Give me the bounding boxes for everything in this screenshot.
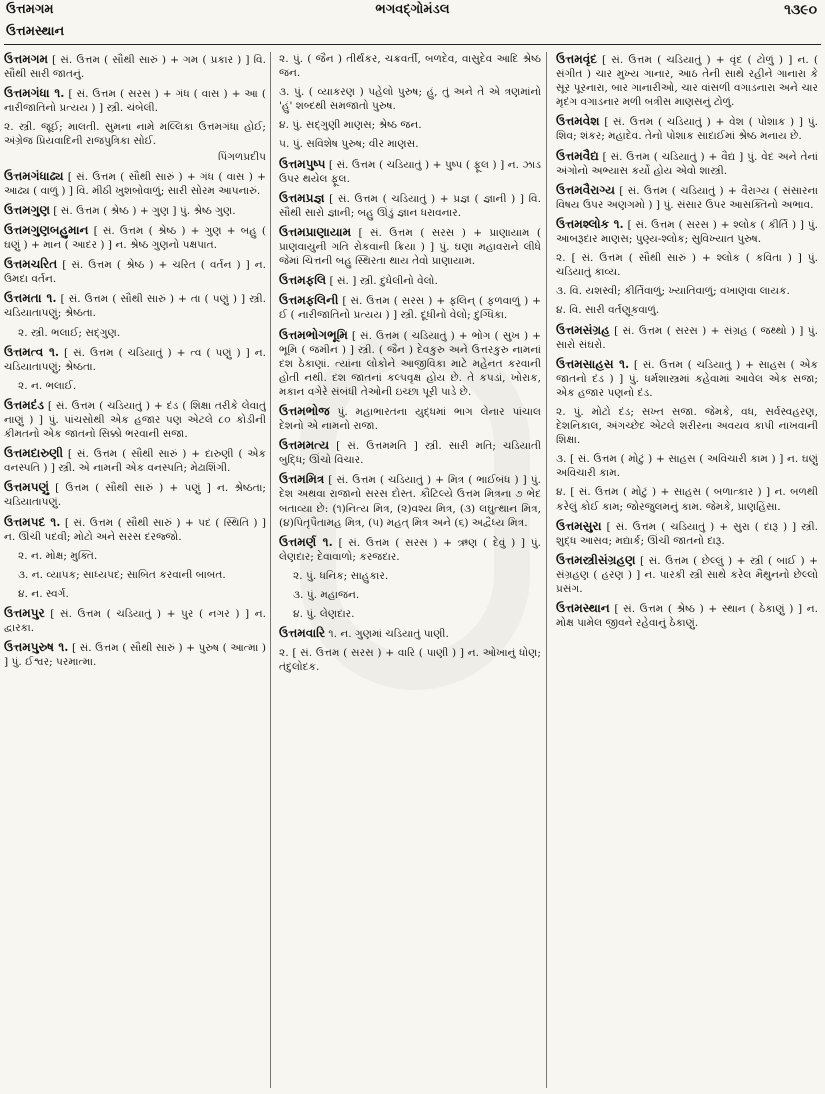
entry-definition: ૪. [ સં. ઉત્તમ ( મોટું ) + સાહસ ( બળાત્કાર ) ] ન. બળથી કરેલું કોઈ કામ; જોરજુલમનું કામ. જેમકે, પ્રાણહિંસા. bbox=[556, 486, 818, 513]
dictionary-entry bbox=[4, 587, 266, 601]
dictionary-entry bbox=[4, 203, 266, 218]
headword: ઉત્તમગુણબહુમાન bbox=[4, 222, 89, 237]
dictionary-entry bbox=[556, 183, 818, 212]
column-2 bbox=[279, 52, 541, 1088]
headword: ઉત્તમગંધા ૧. bbox=[4, 86, 65, 101]
entry-definition: [ સં. ઉત્તમ ( ચડિયાતું ) + વૃંદ ( ટોળું ) ] ન. ( સંગીત ) ચાર મુખ્ય ગાનાર, આઠ તેની સાથે રહીને ગાનારા કે સૂર પૂરનારા, બાર ગાનારીઓ, ચાર વાંસળી વગાડનારા અને ચાર મૃદંગ વગાડનાર મળી બત્રીસ માણસનું ટોળું. bbox=[556, 54, 818, 109]
entry-definition: [ ઉત્તમ ( સૌથી સારું ) + પણું ] ન. શ્રેષ્ઠતા; ચડિયાતાપણું. bbox=[4, 482, 266, 509]
entry-definition: [ સં. ઉત્તમ ( સૌથી સારું ) + પદ ( સ્થિતિ ) ] ન. ઊંચી પદવી; મોટો અને સરસ દરજ્જો. bbox=[4, 516, 266, 543]
headword: ઉત્તમપુર bbox=[4, 606, 45, 620]
entry-definition: [ સં. ઉત્તમ ( ચડિયાતું ) + પુર ( નગર ) ] ન. દ્વારકા. bbox=[4, 608, 266, 635]
headword: ઉત્તમવારિ bbox=[279, 626, 326, 641]
dictionary-entry bbox=[4, 326, 266, 340]
dictionary-entry bbox=[4, 446, 266, 475]
dictionary-entry bbox=[279, 646, 541, 674]
entry-definition: [ સં. ઉત્તમ ( ચડિયાતું ) + વૈરાગ્ય ( સંસારના વિષય ઉપર અણગમો ) ] પું. સંસાર ઉપર આસક્તિનો અભાવ. bbox=[556, 184, 818, 211]
entry-definition: [ સં. ઉત્તમ ( ચડિયાતું ) + સુરા ( દારૂ ) ] સ્ત્રી. શુદ્ધ આસવ; મદ્યાર્ક; ઊંચી જાતનો દારૂ. bbox=[556, 520, 818, 547]
entry-definition: [ સં. ઉત્તમ ( સૌથી સારું ) + ગમ ( પ્રકાર ) ] વિ. સૌથી સારી જાતનું. bbox=[4, 54, 266, 81]
entry-definition: [ સં. ઉત્તમ ( સરસ ) + ફલિન્ ( ફળવાળું ) + ઈ ( નારીજાતિનો પ્રત્યય ) ] સ્ત્રી. દૂધીનો વેલો; દુગ્ધિકા. bbox=[279, 295, 541, 322]
entry-definition: [ સં. ઉત્તમ ( સરસ ) + સંગ્રહ ( જથ્થો ) ] પું. સારો સંઘરો. bbox=[556, 324, 818, 351]
entry-definition: ૩. પું. મહાજન. bbox=[293, 589, 360, 601]
headword: ઉત્તમમિત્ર bbox=[279, 472, 325, 487]
entry-definition: [ સં. ઉત્તમ ( સૌથી સારું ) + ગંધ ( વાસ ) + આઢ્ય ( વાળું ) ] વિ. મીઠી ખુશબોવાળું; સારી સોરમ આપનારું. bbox=[4, 170, 266, 197]
dictionary-entry bbox=[279, 588, 541, 602]
entry-definition: [ સં. ઉત્તમ ( છેલ્લું ) + સ્ત્રી ( બાઈ ) + સંગ્રહણ ( હરણ ) ] ન. પારકી સ્ત્રી સાથે કરેલ મૈથુનનો છેલ્લો પ્રસંગ. bbox=[556, 554, 818, 595]
entry-definition: ૨. [ સં. ઉત્તમ ( સરસ ) + વારિ ( પાણી ) ] ન. ઓખાનું ધોણ; તંદુલોદક. bbox=[279, 647, 541, 674]
dictionary-entry bbox=[556, 553, 818, 596]
dictionary-entry bbox=[279, 438, 541, 467]
entry-definition: [ સં. ઉત્તમ ( ચડિયાતું ) + પુષ્પ ( ફૂલ ) ] ન. ઝાડ ઉપર થયેલ ફૂલ. bbox=[279, 158, 541, 185]
headword: ઉત્તમતા ૧. bbox=[4, 291, 57, 306]
entry-definition: ૨. [ સં. ઉત્તમ ( સૌથી સારું ) + શ્લોક ( કવિતા ) ] પું. ચડિયાતું કાવ્ય. bbox=[556, 252, 818, 279]
entry-definition: [ સં. ઉત્તમ ( ચડિયાતું ) + મિત્ર ( ભાઈબંધ ) ] પું. દેશ અથવા રાજાનો સરસ દોસ્ત. કૌટિલ્યે ઉત્તમ મિત્રના ૭ ભેદ બતાવ્યા છે: (૧)નિત્ય મિત્ર, (૨)વશ્ય મિત્ર, (૩) લઘુત્થાન મિત્ર, (૪)પિતૃપૈતામહ મિત્ર, (૫) મહત્ મિત્ર અને (૬) અદ્વૈધ્ય મિત્ર. bbox=[279, 474, 541, 529]
headword: ઉત્તમપ્રાણાયામ bbox=[279, 224, 352, 239]
entry-definition: [ સં. ઉત્તમ ( ચડિયાતું ) + ત્વ ( પણું ) ] ન. ચડિયાતાપણું; શ્રેષ્ઠતા. bbox=[4, 346, 266, 373]
entry-definition: ૪. વિ. સારી વર્તણૂકવાળું. bbox=[556, 304, 660, 317]
dictionary-entry bbox=[279, 569, 541, 583]
dictionary-entry bbox=[279, 293, 541, 322]
entry-definition: [ સં. ઉત્તમ ( ચડિયાતું ) + પ્રજ્ઞ ( જ્ઞાની ) ] વિ. સૌથી સારો જ્ઞાની; બહુ ઊંડું જ્ઞાન ધરાવનાર. bbox=[279, 192, 541, 219]
entry-definition: ૩. [ સં. ઉત્તમ ( મોટું ) + સાહસ ( અવિચારી કામ ) ] ન. ઘણું અવિચારી કામ. bbox=[556, 453, 818, 480]
dictionary-entry bbox=[4, 568, 266, 582]
headword: ઉત્તમસ્ત્રીસંગ્રહણ bbox=[556, 552, 636, 567]
dictionary-entry bbox=[556, 251, 818, 279]
headword: ઉત્તમસંગ્રહ bbox=[556, 322, 610, 337]
entry-definition: [ સં. ઉત્તમ ( સૌથી સારું ) + દારુણી ( એક વનસ્પતિ ) ] સ્ત્રી. એ નામની એક વનસ્પતિ; મેઢાશિંગી. bbox=[4, 448, 266, 475]
entry-definition: [ સં. ઉત્તમ ( સૌથી સારું ) + પુરુષ ( આત્મા ) ] પું. ઈશ્વર; પરમાત્મા. bbox=[4, 642, 266, 669]
entry-definition: [ સં. ઉત્તમ ( ચડિયાતું ) + દંડ ( શિક્ષા તરીકે લેવાતું નાણું ) ] પું. પાંચસોથી એક હજાર પણ એટલે ૮૦ કોડીની કીમતનો એક જાતનો સિક્કો ભરવાની સજા. bbox=[4, 399, 266, 441]
headword: ઉત્તમવૈરાગ્ય bbox=[556, 182, 615, 197]
dictionary-entry bbox=[4, 345, 266, 374]
entry-definition: [ સં. ઉત્તમ ( સરસ ) + શ્લોક ( કીર્તિ ) ] પું. આબરૂદાર માણસ; પુણ્ય-શ્લોક; સુવિખ્યાત પુરુષ. bbox=[556, 218, 818, 246]
dictionary-entry bbox=[4, 549, 266, 563]
entry-definition: [ સં. ઉત્તમ ( શ્રેષ્ઠ ) + ગુણ + બહુ ( ઘણું ) + માન ( આદર ) ] ન. શ્રેષ્ઠ ગુણનો પક્ષપાત. bbox=[4, 224, 266, 252]
dictionary-entry bbox=[279, 225, 541, 268]
dictionary-entry bbox=[4, 257, 266, 286]
entry-definition: ૨. ન. ભલાઈ. bbox=[18, 379, 77, 392]
dictionary-entry bbox=[556, 149, 818, 178]
entry-definition: ૪. પું. લેણદાર. bbox=[293, 608, 355, 621]
headword: ઉત્તમર્ણ ૧. bbox=[279, 534, 333, 549]
dictionary-entry bbox=[279, 404, 541, 433]
dictionary-entry bbox=[279, 191, 541, 220]
dictionary-entry bbox=[556, 405, 818, 447]
headword: ઉત્તમવૃંદ bbox=[556, 52, 597, 66]
headword: ઉત્તમફલિ bbox=[279, 273, 327, 288]
entry-definition: ૩. પું. ( વ્યાકરણ ) પહેલો પુરુષ; હું, તું અને તે એ ત્રણમાંનો 'હું' શબ્દથી સમજાતો પુરુષ. bbox=[279, 86, 541, 113]
book-title: ભગવદ્ગોમંડલ bbox=[375, 2, 450, 17]
headword: ઉત્તમગમ bbox=[4, 52, 48, 66]
entry-definition: [ સં. ઉત્તમ ( ચડિયાતું ) + વૈદ્ય ] પું. વેદ અને તેનાં અંગોનો અભ્યાસ કર્યો હોય એવો શાસ્ત્રી. bbox=[556, 150, 818, 177]
entry-definition: [ સં. ઉત્તમ ( ચડિયાતું ) + સાહસ ( એક જાતનો દંડ ) ] પું. ધર્મશાસ્ત્રમાં કહેવામાં આવેલ એક સજા; એક હજાર પણનો દંડ. bbox=[556, 358, 818, 399]
headword: ઉત્તમશ્લોક ૧. bbox=[556, 216, 624, 231]
entry-definition: ૨. ન. મોક્ષ; મુક્તિ. bbox=[18, 549, 98, 562]
dictionary-entry bbox=[279, 472, 541, 529]
dictionary-entry bbox=[279, 328, 541, 399]
dictionary-entry bbox=[556, 357, 818, 400]
dictionary-entry bbox=[556, 485, 818, 513]
dictionary-entry bbox=[4, 379, 266, 393]
dictionary-entry bbox=[279, 535, 541, 564]
dictionary-entry bbox=[279, 137, 541, 151]
entry-definition: ૫. પું. સવિશેષ પુરુષ; વીર માણસ. bbox=[279, 138, 419, 151]
dictionary-entry bbox=[4, 169, 266, 198]
dictionary-entry bbox=[4, 606, 266, 635]
headword: ઉત્તમફલિની bbox=[279, 293, 339, 308]
dictionary-entry bbox=[556, 601, 818, 630]
dictionary-entry bbox=[556, 217, 818, 246]
entry-definition: [ સં. ઉત્તમ ( સરસ ) + પ્રાણાયામ ( પ્રાણવાયુની ગતિ રોકવાની ક્રિયા ) ] પું. ઘણા મહાવરાને લીધે જેમાં ચિત્તની બહુ સ્થિરતા થાય તેવો પ્રાણાયામ. bbox=[279, 226, 541, 268]
dictionary-entry bbox=[556, 52, 818, 109]
entry-definition: ૩. ન. વ્યાપક; સાધ્યપદ; સાબિત કરવાની બાબત. bbox=[18, 568, 226, 581]
entry-definition: ૨. સ્ત્રી. ભલાઈ; સદ્ગુણ. bbox=[18, 326, 121, 339]
entry-definition: [ સં. ઉત્તમ ( સરસ ) + ગંધ ( વાસ ) + આ ( નારીજાતિનો પ્રત્યય ) ] સ્ત્રી. ચંબેલી. bbox=[4, 88, 266, 115]
entry-definition: [ સં. ઉત્તમ ( શ્રેષ્ઠ ) + ગુણ ] પું. શ્રેષ્ઠ ગુણ. bbox=[49, 204, 236, 217]
headword: ઉત્તમમત્ય bbox=[279, 438, 330, 453]
headword: ઉત્તમસ્થાન bbox=[556, 601, 610, 616]
source-citation: પિંગળપ્રદીપ bbox=[218, 150, 266, 163]
dictionary-entry bbox=[4, 52, 266, 81]
dictionary-entry bbox=[556, 303, 818, 317]
headword: ઉત્તમવેશ bbox=[556, 114, 600, 129]
entry-definition: [ સં. ઉત્તમ ( ચડિયાતું ) + વેશ ( પોશાક ) ] પું. શિવ; શંકર; મહાદેવ. તેનો પોશાક સાદાઈમાં શ્રેષ્ઠ મનાય છે. bbox=[556, 116, 818, 143]
dictionary-entry bbox=[279, 626, 541, 641]
entry-definition: [ સં. ઉત્તમ ( સરસ ) + ઋણ ( દેવું ) ] પું. લેણદાર; દેવાવાળો; કરજદાર. bbox=[279, 536, 541, 563]
header-rule bbox=[4, 44, 821, 45]
dictionary-entry bbox=[4, 86, 266, 115]
headword: ઉત્તમદંડ bbox=[4, 397, 45, 412]
dictionary-entry bbox=[279, 118, 541, 132]
entry-definition: [ સં. ઉત્તમ ( ચડિયાતું ) + ભોગ ( સુખ ) + ભૂમિ ( જમીન ) ] સ્ત્રી. ( જૈન ) દેવકુરુ અને ઉત્તરકુરુ નામનાં દશ ઠેકાણાં. ત્યાંના લોકોને આજીવિકા માટે મહેનત કરવાની હોતી નથી. દશ જાતનાં કલ્પવૃક્ષ હોય છે. તે કપડાં, ખોરાક, મકાન વગેરે સંબંધી તેઓની ઇચ્છા પૂરી પાડે છે. bbox=[279, 329, 541, 398]
headword: ઉત્તમત્વ ૧. bbox=[4, 344, 60, 359]
entry-definition: [ સં. ઉત્તમ ( સૌથી સારું ) + તા ( પણું ) ] સ્ત્રી. ચડિયાતાપણું; શ્રેષ્ઠતા. bbox=[4, 293, 266, 320]
entry-definition: ૨. સ્ત્રી. જૂઈ; માલતી. સુમના નામે મલ્લિકા ઉત્તમગંધા હોઈ; અંગ્રેજ પ્રિયવાદિની રાજપુત્રિકા સોઈ. bbox=[4, 121, 266, 148]
entry-definition: ૪. ન. સ્વર્ગ. bbox=[18, 587, 69, 600]
dictionary-entry bbox=[556, 114, 818, 143]
headword: ઉત્તમગુણ bbox=[4, 202, 50, 217]
entry-definition: ૪. પું. સદ્ગુણી માણસ; શ્રેષ્ઠ જન. bbox=[279, 119, 422, 132]
dictionary-entry bbox=[4, 223, 266, 252]
headword: ઉત્તમભોગભૂમિ bbox=[279, 327, 348, 342]
headword: ઉત્તમવૈદ્ય bbox=[556, 148, 599, 163]
dictionary-entry bbox=[279, 85, 541, 113]
headword: ઉત્તમચરિત bbox=[4, 257, 58, 272]
dictionary-entry bbox=[4, 398, 266, 441]
headword: ઉત્તમપુષ્પ bbox=[279, 156, 326, 171]
dictionary-entry bbox=[4, 480, 266, 509]
headword: ઉત્તમસાહસ ૧. bbox=[556, 356, 630, 371]
page-header bbox=[0, 0, 825, 28]
dictionary-entry bbox=[279, 157, 541, 186]
dictionary-entry bbox=[4, 291, 266, 320]
headword: ઉત્તમગંધાઢ્ય bbox=[4, 168, 64, 183]
dictionary-entry bbox=[556, 323, 818, 352]
entry-definition: [ સં. ઉત્તમમતિ ] સ્ત્રી. સારી મતિ; ચડિયાતી બુદ્ધિ; ઊંચો વિચાર. bbox=[279, 440, 541, 467]
dictionary-entry bbox=[279, 607, 541, 621]
entry-definition: ૩. વિ. યશસ્વી; કીર્તિવાળું; ખ્યાતિવાળું; વખાણવા લાયક. bbox=[556, 285, 790, 298]
entry-definition: ૨. પું. મોટો દંડ; સખ્ત સજા. જેમકે, વધ, સર્વસ્વહરણ, દેશનિકાલ, અંગચ્છેદ એટલે શરીરના અવયવ કાપી નાખવાની શિક્ષા. bbox=[556, 405, 818, 447]
running-head-last-entry: ઉત્તમસ્થાન bbox=[6, 24, 65, 39]
column-3 bbox=[556, 52, 818, 1088]
dictionary-entry bbox=[556, 452, 818, 480]
dictionary-columns bbox=[4, 52, 821, 1088]
dictionary-entry bbox=[556, 519, 818, 548]
running-head-left: ઉત્તમગમ bbox=[6, 2, 54, 17]
headword: ઉત્તમપ્રજ્ઞ bbox=[279, 190, 325, 205]
page-number: ૧૩૯૦ bbox=[784, 2, 817, 18]
entry-definition: [ સં. ઉત્તમ ( શ્રેષ્ઠ ) + ચરિત ( વર્તન ) ] ન. ઉમદા વર્તન. bbox=[4, 259, 266, 286]
entry-definition: પું. મહાભારતના યુદ્ધમાં ભાગ લેનાર પાંચાલ દેશનો એ નામનો રાજા. bbox=[279, 405, 541, 433]
headword: ઉત્તમપદ ૧. bbox=[4, 514, 61, 529]
dictionary-entry bbox=[4, 640, 266, 669]
dictionary-entry bbox=[279, 52, 541, 80]
dictionary-entry bbox=[279, 273, 541, 288]
entry-definition: [ સં. ] સ્ત્રી. દુધેલીનો વેલો. bbox=[326, 275, 438, 288]
headword: ઉત્તમભોજ bbox=[279, 403, 330, 418]
entry-definition: ૨. પું. ( જૈન ) તીર્થંકર, ચક્રવર્તી, બળદેવ, વાસુદેવ આદિ શ્રેષ્ઠ જન. bbox=[279, 53, 541, 80]
entry-definition: ૨. પું. ધનિક; સાહુકાર. bbox=[293, 569, 389, 582]
column-1 bbox=[4, 52, 266, 1088]
headword: ઉત્તમપણું bbox=[4, 480, 49, 495]
entry-definition: ૧. ન. ગુણમાં ચડિયાતું પાણી. bbox=[325, 628, 449, 641]
dictionary-entry bbox=[4, 120, 266, 148]
headword: ઉત્તમસુરા bbox=[556, 518, 602, 533]
dictionary-entry bbox=[556, 284, 818, 298]
dictionary-entry bbox=[4, 515, 266, 544]
entry-definition: [ સં. ઉત્તમ ( શ્રેષ્ઠ ) + સ્થાન ( ઠેકાણું ) ] ન. મોક્ષ પામેલ જીવને રહેવાનું ઠેકાણું. bbox=[556, 603, 818, 630]
headword: ઉત્તમદારુણી bbox=[4, 446, 64, 461]
headword: ઉત્તમપુરુષ ૧. bbox=[4, 640, 69, 655]
